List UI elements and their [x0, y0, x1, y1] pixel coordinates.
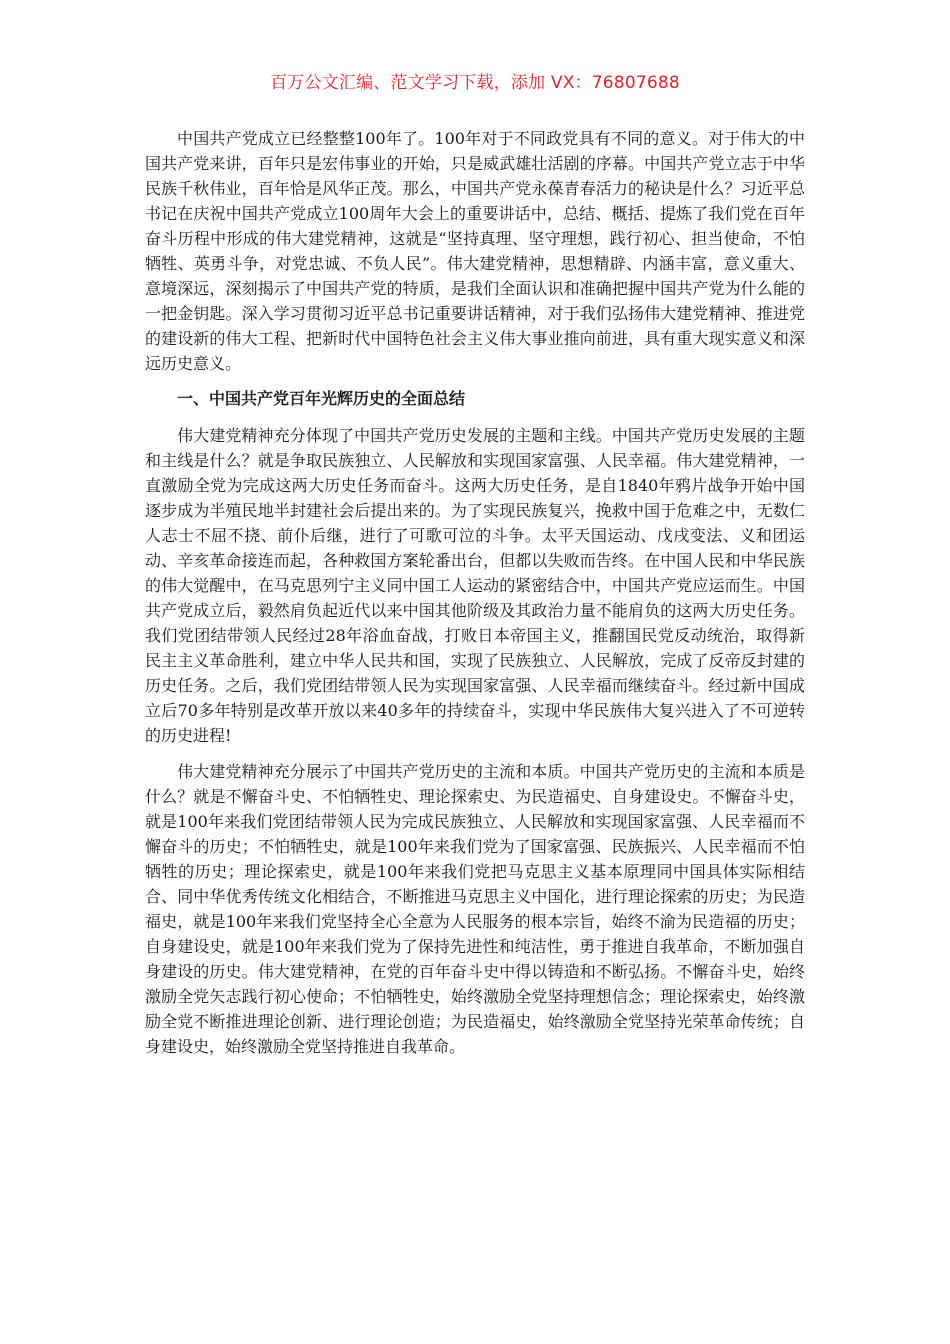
section-heading-1: 一、中国共产党百年光辉历史的全面总结 — [177, 389, 466, 408]
paragraph-mainstream: 伟大建党精神充分展示了中国共产党历史的主流和本质。中国共产党历史的主流和本质是什么？就是不懈奋斗史、不怕牺牲史、理论探索史、为民造福史、自身建设史。不懈奋斗史，就是100年来我们党团结带领人民为完成民族独立、人民解放和实现国家富强、人民幸福而不懈奋斗的历史；不怕牺牲史，就是100年来我们党为了国家富强、民族振兴、人民幸福而不怕牺牲的历史；理论探索史，就是100年来我们党把马克思主义基本原理同中国具体实际相结合、同中华优秀传统文化相结合，不断推进马克思主义中国化，进行理论探索的历史；为民造福史，就是100年来我们党坚持全心全意为人民服务的根本宗旨，始终不渝为民造福的历史；自身建设史，就是100年来我们党为了保持先进性和纯洁性，勇于推进自我革命，不断加强自身建设的历史。伟大建党精神，在党的百年奋斗史中得以铸造和不断弘扬。不懈奋斗史，始终激励全党矢志践行初心使命；不怕牺牲史，始终激励全党坚持理想信念；理论探索史，始终激励全党不断推进理论创新、进行理论创造；为民造福史，始终激励全党坚持光荣革命传统；自身建设史，始终激励全党坚持推进自我革命。 — [145, 762, 805, 1056]
header-banner: 百万公文汇编、范文学习下载，添加 VX：76807688 — [270, 73, 680, 93]
paragraph-theme: 伟大建党精神充分体现了中国共产党历史发展的主题和主线。中国共产党历史发展的主题和主线是什么？就是争取民族独立、人民解放和实现国家富强、人民幸福。伟大建党精神，一直激励全党为完成这两大历史任务而奋斗。这两大历史任务，是自1840年鸦片战争开始中国逐步成为半殖民地半封建社会后提出来的。为了实现民族复兴，挽救中国于危难之中，无数仁人志士不屈不挠、前仆后继，进行了可歌可泣的斗争。太平天国运动、戊戌变法、义和团运动、辛亥革命接连而起，各种救国方案轮番出台，但都以失败而告终。在中国人民和中华民族的伟大觉醒中，在马克思列宁主义同中国工人运动的紧密结合中，中国共产党应运而生。中国共产党成立后，毅然肩负起近代以来中国其他阶级及其政治力量不能肩负的这两大历史任务。我们党团结带领人民经过28年浴血奋战，打败日本帝国主义，推翻国民党反动统治，取得新民主主义革命胜利，建立中华人民共和国，实现了民族独立、人民解放，完成了反帝反封建的历史任务。之后，我们党团结带领人民为实现国家富强、人民幸福而继续奋斗。经过新中国成立后70多年特别是改革开放以来40多年的持续奋斗，实现中华民族伟大复兴进入了不可逆转的历史进程! — [145, 426, 805, 745]
paragraph-intro: 中国共产党成立已经整整100年了。100年对于不同政党具有不同的意义。对于伟大的中国共产党来讲，百年只是宏伟事业的开始，只是威武雄壮活剧的序幕。中国共产党立志于中华民族千秋伟业，百年恰是风华正茂。那么，中国共产党永葆青春活力的秘诀是什么？习近平总书记在庆祝中国共产党成立100周年大会上的重要讲话中，总结、概括、提炼了我们党在百年奋斗历程中形成的伟大建党精神，这就是“坚持真理、坚守理想，践行初心、担当使命，不怕牺牲、英勇斗争，对党忠诚、不负人民”。伟大建党精神，思想精辟、内涵丰富，意义重大、意境深远，深刻揭示了中国共产党的特质，是我们全面认识和准确把握中国共产党为什么能的一把金钥匙。深入学习贯彻习近平总书记重要讲话精神，对于我们弘扬伟大建党精神、推进党的建设新的伟大工程、把新时代中国特色社会主义伟大事业推向前进，具有重大现实意义和深远历史意义。 — [145, 129, 805, 373]
document-body — [145, 126, 805, 1059]
